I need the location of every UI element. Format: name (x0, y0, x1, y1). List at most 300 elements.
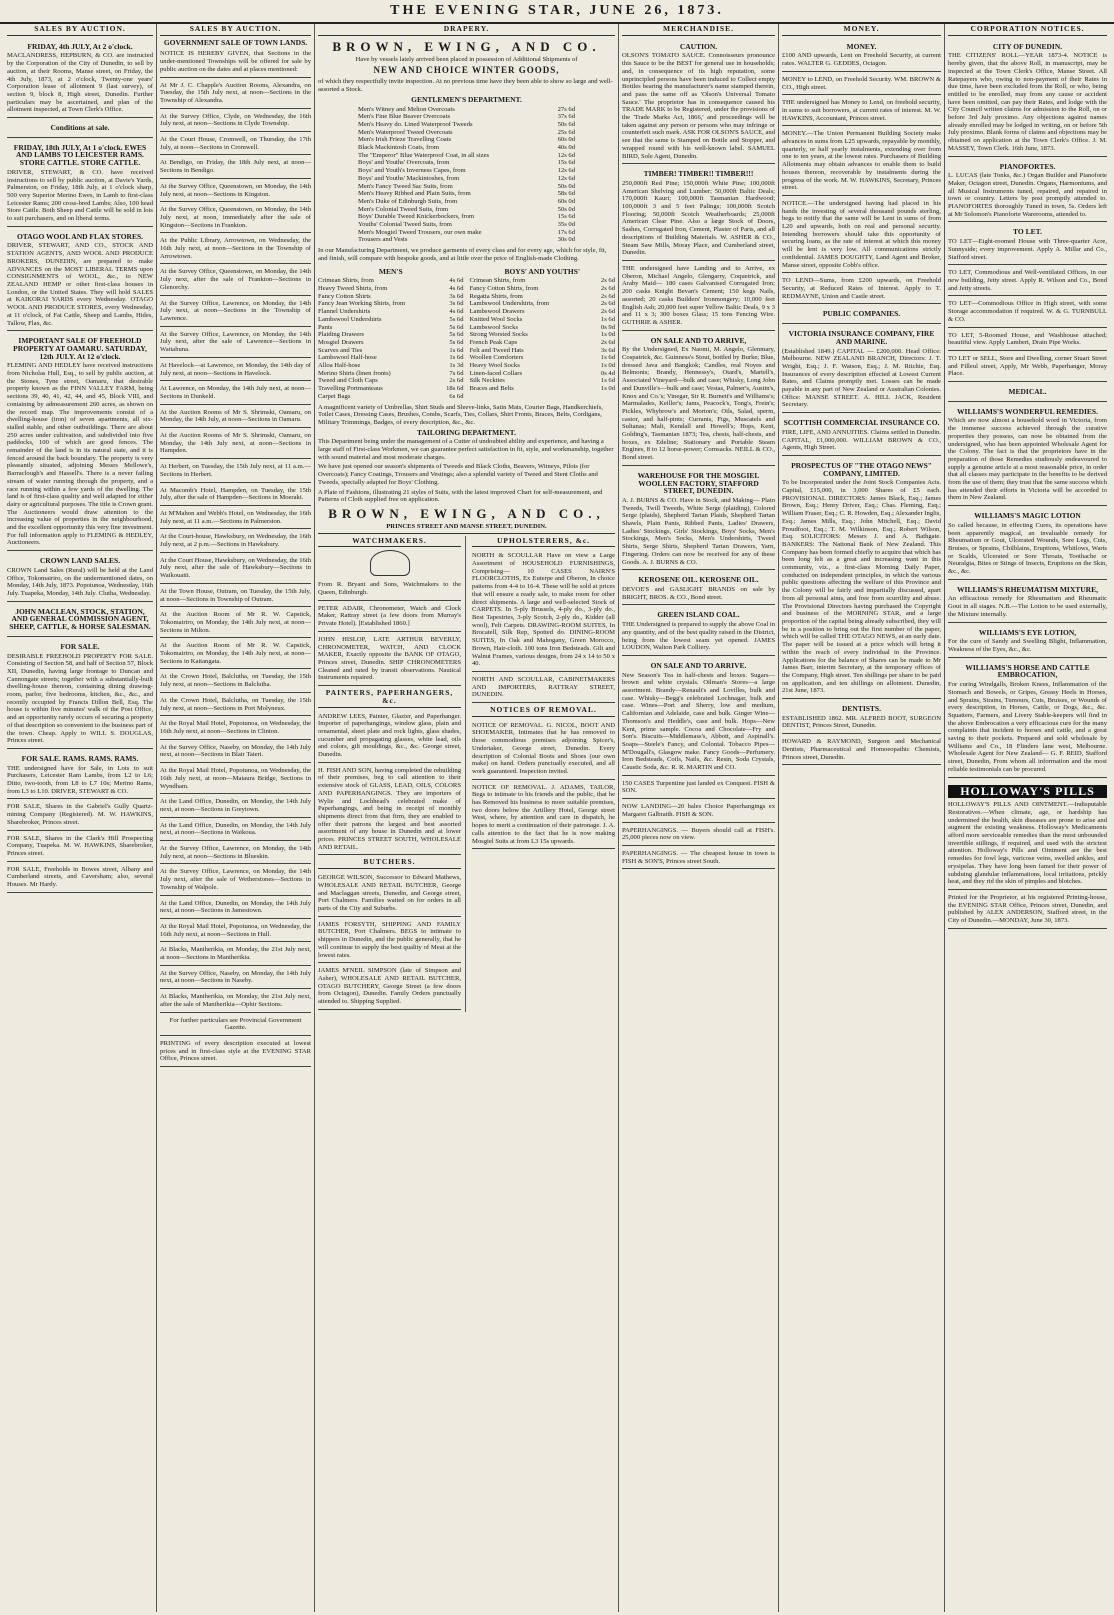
item-name: Silk Neckties (469, 377, 505, 385)
painters-list (318, 711, 461, 856)
ad-heading: CITY OF DUNEDIN. (992, 41, 1063, 51)
ad-body: DEVOE'S and GASLIGHT BRANDS on sale by BRIGHT, BROS. & CO., Bond street. (622, 586, 775, 601)
item-price: 1s 0d (600, 385, 615, 393)
ad-body: £100 AND upwards, Lent on Freehold Security, at current rates. WALTER G. GEDDES, Octagon. (782, 52, 941, 68)
price-row (358, 190, 575, 198)
list-item: At the Survey Office, Lawrence, on Monday, the 14th July next, at noon—Sections in Blueskin. (160, 843, 311, 864)
advertisement (7, 864, 153, 893)
list-item: At the Survey Office, Lawrence, on Monday, the 14th July next, at noon—Sections in the Township of Lawrence. (160, 298, 311, 327)
item-price: 4s 6d (449, 284, 464, 292)
ad-body: TO LET or SELL, Store and Dwelling, corner Stuart Street and Filleul street, Apply, Mr Webb, Paperhanger, Moray Place. (948, 354, 1107, 378)
list-item: At the Court House, Hawksbury, on Wednesday, the 16th July next, after the sale of Hawksbury—Sections in Waikouaiti. (160, 555, 311, 584)
ad-heading: CROWN LAND SALES. (39, 556, 121, 566)
item-price: 18s 6d (446, 385, 464, 393)
advertisement (622, 825, 775, 846)
advertisement (622, 658, 775, 776)
ad-body: PAPERHANGINGS. — Buyers should call at FISH's. 25,000 pieces now on view. (622, 826, 775, 842)
watchmakers-list (318, 579, 461, 686)
brown-ewing-title-2: BROWN, EWING, AND CO., (328, 505, 605, 521)
price-row (358, 113, 575, 121)
ad-body: TO LET, 5-Roomed House, and Washhouse attached; beautiful view. Apply Lambert, Drain Pipe Works. (948, 331, 1107, 347)
item-price: 60s 0d (557, 197, 575, 205)
item-name: Travelling Portmanteaus (318, 385, 383, 393)
list-item: JOHN HISLOP, LATE ARTHUR BEVERLY, CHRONOMETER, WATCH, AND CLOCK MAKER, Exactly opposite the BANK OF OTAGO, Princes street, Dunedin. SHIP CHRONOMETERS Cleaned and rated by transit observations. Nautical Instruments repaired. (318, 634, 461, 686)
list-item: At the Royal Mail Hotel, Popotunoa, on Wednesday, the 16th July next, at noon—Mataura Bridge, Sections in Wyndham. (160, 765, 311, 794)
ad-body: DRIVER, STEWART, AND CO., STOCK AND STATION AGENTS, AND WOOL AND PRODUCE BROKERS, DUNEDIN, are prepared to make ADVANCES on the MOST LIBERAL TERMS upon CONSIGNMENTS of WOOL, &c., to NEW ZEALAND HEMP or other first-class houses in London, or the United States. They will hold SALES at KAIKORAI YARDS every Wednesday. OTAGO WOOL AND PRODUCE STORES, every Wednesday, at 11 o'clock, of Fat Cattle, Sheep and Lambs, Hides, Tallow, Flax, &c. (7, 242, 153, 327)
advertisement (7, 140, 153, 227)
item-price: 1s 6d (449, 354, 464, 362)
ad-heading: WILLIAMS'S WONDERFUL REMEDIES. (957, 406, 1098, 416)
advertisement (622, 778, 775, 799)
advertisement (7, 751, 153, 800)
manufacturing-note: In our Manufacturing Department, we produce garments of every class and for every age, which for style, fit, and finish, will compare with bespoke goods, and at little over the price of English-made Clothing. (318, 247, 607, 262)
list-item: At the Survey Office, Queenstown, on Monday, the 14th July next, at noon, immediately after the sale of Kingston—Sections in Frankton. (160, 204, 311, 233)
list-item: From R. Bryant and Sons, Watchmakers to the Queen, Edinburgh. (318, 579, 461, 600)
list-item: At Macomb's Hotel, Hampden, on Tuesday, the 15th July, after the sale of Hampden—Sections in Moeraki. (160, 485, 311, 506)
painters-header: PAINTERS, PAPERHANGERS, &c. (318, 688, 461, 707)
price-row (470, 316, 616, 324)
column-corporation-notices (944, 24, 1110, 1612)
list-item: At Blacks, Maniherikia, on Monday, the 21st July next, after the sale of Maniherikia—Ophir Sections. (160, 991, 311, 1012)
ad-body: NOTICE.—The undersigned having had placed in his hands the investing of several thousand pounds sterling, begs to notify that the same will be Lent in sums of from L20 and upwards, both on real and personal security. Intending borrowers should take this opportunity of securing loans, as the rate of interest at which this money will be lent is very low. All communications strictly confidential. JAMES DOUGHTY, Land Agent and Broker, Manse street, opposite Cobb's office. (782, 199, 941, 269)
price-row (358, 213, 575, 221)
item-price: 35s 0d (557, 221, 575, 229)
price-row (470, 362, 616, 370)
price-row (358, 121, 575, 129)
list-item: At the Auction Rooms of Mr S. Shrimski, Oamaru, on Monday, the 14th July, at noon—Sections in Oamaru. (160, 407, 311, 428)
list-item: At the Royal Mail Hotel, Popotunoa, on Wednesday, the 16th July next, at noon—Sections in Hull. (160, 921, 311, 942)
item-price: 25s 6d (557, 128, 575, 136)
variety-note: A magnificent variety of Umbrellas, Shirt Studs and Sleeve-links, Satin Mats, Courier Bags, Handkerchiefs, Toilet Cases, Dressing Cases, Brushes, Combs, Scarfs, Ties, Collars, Shirt Fronts, Braces, Belts, Cordigans, Military Trimmings, Badges, of every description, &c., &c. (318, 403, 603, 426)
advertisement (948, 508, 1107, 580)
item-name: Woollen Comforters (469, 354, 524, 362)
mens-heading: MEN'S (378, 266, 403, 276)
advertisement (622, 607, 775, 656)
advertisement (7, 333, 153, 551)
ad-body: L. LUCAS (late Tonks, &c.) Organ Builder and Pianoforte Maker, Octagon street, Dunedin. Organs, Harmoniums, and all Musical Instruments tuned, repaired, and repaired in town or country. Letters by post promptly attended to. PIANOFORTES thoroughly Tuned in town, 5s. Orders left at Mr Solomon's Pianoforte Warerooms, attended to. (948, 172, 1107, 218)
ad-body: DESIRABLE FREEHOLD PROPERTY FOR SALE. Consisting of Section 58, and half of Section 57, Block XII, Dunedin, having large frontage to Duncan and Cannongate streets; together with a substantially-built dwelling-house thereon, containing dining drawing-room, parlor, five bedrooms, kitchen, &c., &c., and recently occupied by Francis Dillon Bell, Esq. The house is within five minutes' walk of the Post Office, and an opportunity rarely occurs of securing a property of that description so convenient to the business part of the town. Cheap. Apply to WILL S. DOUGLAS, Princes street. (7, 652, 153, 745)
list-item: At the Survey Office, Lawrence, on Monday, the 14th July next, after the sale of Wetherstones—Sections in Township of Walpole. (160, 866, 311, 895)
ad-heading: PIANOFORTES. (999, 161, 1056, 171)
ad-heading: VICTORIA INSURANCE COMPANY, FIRE AND MARINE. (788, 329, 935, 346)
advertisement (948, 780, 1107, 890)
item-name: Fancy Jean Working Shirts, from (318, 300, 406, 308)
price-row (318, 362, 464, 370)
column-header: MERCHANDISE. (622, 24, 775, 36)
price-row (318, 308, 464, 316)
ad-heading: WILLIAMS'S HORSE AND CATTLE EMBROCATION, (965, 662, 1090, 680)
item-name: Heavy Tweed Shirts, from (318, 284, 388, 292)
ad-body: TO LET, Commodious and Well-ventilated Offices, in our new building, Jetty street. Apply R. Wilson and Co., Bond and Jetty streets. (948, 269, 1107, 292)
item-name: Alloa Half-hose (318, 362, 361, 370)
item-name: Strong Worsted Socks (469, 331, 528, 339)
price-row (358, 229, 575, 237)
price-row (470, 377, 616, 385)
advertisement (948, 660, 1107, 778)
price-row (318, 324, 464, 332)
list-item: At the Survey Office, Naseby, on Monday, the 14th July next, at noon—Sections in Blair Taieri. (160, 742, 311, 763)
advertisement (7, 833, 153, 862)
ad-body: To be Incorporated under the Joint Stock Companies Acts. Capital, £15,000, in 3,000 Shares of £5 each. PROVISIONAL DIRECTORS: James Black, Esq.; James Brown, Esq.; Henry Driver, Esq.; Chas. Fleming, Esq.; William Fraser, Esq.; C. R. Howden, Esq.; Alexander Inglis, Esq.; James Mills, Esq.; John Mitchell, Esq.; David Proudfoot, Esq.; T. M. Wilkinson, Esq.; Robert Wilson, Esq. SOLICITORS: Messrs J. and A. Bathgate. BANKERS: The National Bank of New Zealand. This Company has been formed chiefly to acquire that which has been long felt as a great and increasing want in this community, viz., a first-class Morning Daily Paper, conducted on independent principles, in which the various public questions affecting the welfare of this Province and the Colony will be fairly and impartially discussed, apart from all personal aims, and free from scurrility and abuse. The Provisional Directors having purchased the Copyright and business of the MORNING STAR, and a large proportion of the capital being already subscribed, they will be in a position to bring out the first number of the paper, which will be called THE OTAGO NEWS, at an early date. The paper will be issued at a price which will bring it within the reach of every individual in the Province. Applications for the balance of Shares can be made to Mr James Barr, interim Secretary, at the temporary offices of the Company, High street. Ten shillings per share to be paid on application, and ten shillings on allotment. Dunedin, 21st June, 1873. (782, 479, 941, 695)
list-item: At the Auction Rooms of Mr S. Shrimski, Oamaru, on Monday, the 14th July next, at noon—Sections in Hampden. (160, 430, 311, 459)
advertisement (782, 415, 941, 456)
ad-body: THE undersigned has Money to Lend, on freehold security, in sums to suit borrowers, at current rates of interest. M. W. HAWKINS, Accountant, Princes street. (782, 99, 941, 122)
price-row (470, 331, 616, 339)
item-price: 3s 6d (449, 292, 464, 300)
list-item: NORTH AND SCOULLAR, CABINETMAKERS AND IMPORTERS, RATTRAY STREET, DUNEDIN. (472, 674, 615, 703)
item-name: Men's Heavy Ribbed and Plain Suits, from (358, 190, 471, 198)
advertisement (622, 263, 775, 331)
advertisement (622, 801, 775, 822)
price-row (358, 159, 575, 167)
item-name: Lambswool Undershirts, from (469, 300, 550, 308)
royal-crest-icon (370, 550, 410, 576)
advertisement (7, 39, 153, 118)
item-price: 3s 6d (600, 346, 615, 354)
advertisement (948, 267, 1107, 296)
item-name: Flannel Undershirts (318, 308, 371, 316)
item-name: Boys' and Youth's Inverness Capes, from (358, 167, 466, 175)
mens-boys-price-lists (318, 266, 615, 401)
item-name: Plaiding Drawers (318, 331, 364, 339)
winter-goods-heading: NEW AND CHOICE WINTER GOODS, (373, 65, 560, 76)
ad-body: FIRE, LIFE, AND ANNUITIES. Claims settled in Dunedin. CAPITAL, £1,000,000. WILLIAM BROWN & CO., Agents, High Street. (782, 428, 941, 452)
printing-notice: PRINTING of every description executed at lowest prices and in first-class style at the EVENING STAR Office, Princes street. (160, 1038, 311, 1067)
ad-heading: FOR SALE. (60, 641, 100, 651)
price-row (358, 136, 575, 144)
price-row (358, 236, 575, 244)
item-price: 37s 6d (557, 113, 575, 121)
item-name: Men's Irish Frieze Travelling Coats (358, 136, 452, 144)
price-row (318, 339, 464, 347)
item-price: 5s 6d (449, 323, 464, 331)
columns (4, 24, 1110, 1612)
ad-list (7, 39, 153, 893)
advertisement (948, 404, 1107, 506)
ad-heading: PROSPECTUS OF "THE OTAGO NEWS" COMPANY, LIMITED. (791, 460, 932, 478)
item-name: Men's Fine Blue Beaver Overcoats (358, 113, 451, 121)
butchers-list (318, 872, 461, 1010)
ad-body: MONEY.—The Union Permanent Building Society make advances in sums from L25 upwards, repayable by monthly, quarterly, or half yearly instalments, extending over from one to ten years, at the lowest rates. Purchasers of Building Allotments may obtain advances to enable them to build houses thereon, recoverable by instalments during the progress of the work. M. W. HAWKINS, Secretary, Princes street. (782, 130, 941, 192)
price-row (470, 370, 616, 378)
list-item: At the Land Office, Dunedin, on Monday, the 14th July next, at noon—Sections in Greytown. (160, 796, 311, 817)
ad-body: OLSON'S TOMATO SAUCE. Connoisseurs pronounce this Sauce to be the BEST for general use in households; and, in consequence of its high reputation, some unprincipled persons have been induced to Collect empty Bottles bearing the manufacturer's name stamped therein, and pass the same off as 'Olson's Universal Tomato Sauce.' The proprietor has in consequence caused his TRADE MARK to be Registered, under the provisions of the 'Trade Marks Act, 1866,' and proceedings will be taken against any person or persons who may infringe or counterfeit such mark. ASK FOR OLSON'S SAUCE, and see that the same is Stamped on Bottle and Stopper, and wrapped round with his well-known label. SAMUEL BIRD, Sole Agent, Dunedin. (622, 52, 775, 160)
upholsterers-list (472, 550, 615, 703)
mens-price-list (318, 277, 464, 400)
advertisement (622, 572, 775, 605)
item-name: Braces and Belts (469, 385, 514, 393)
gentlemen-department-heading: GENTLEMEN'S DEPARTMENT. (411, 94, 522, 104)
price-row (358, 106, 575, 114)
list-item: At the Survey Office, Queenstown, on Monday, the 14th July next, at noon—Sections in Kingston. (160, 181, 311, 202)
ad-body: THE Undersigned is prepared to supply the above Coal in any quantity, and of the best quality raised in the District, being from the lowest seam yet opened. JAMES LOUDON, Walton Park Colliery. (622, 621, 775, 652)
ad-body: An efficacious remedy for Rheumatism and Rheumatic Gout in all stages. N.B.—The Lotion to be used externally, the Mixture internally. (948, 595, 1107, 618)
ad-heading: FOR SALE. RAMS. RAMS. RAMS. (21, 753, 139, 763)
money-list (782, 39, 941, 766)
ad-heading: HOLLOWAY'S PILLS (948, 785, 1107, 799)
ad-heading: WAREHOUSE FOR THE MOSGIEL WOOLLEN FACTORY, STAFFORD STREET, DUNEDIN. (637, 470, 760, 496)
government-sale-intro: NOTICE IS HEREBY GIVEN, that Sections in the under-mentioned Townships will be offered for sale by public auction on the dates and at places mentioned: (160, 48, 311, 77)
list-item: At Lawrence, on Monday, the 14th July next, at noon—Sections in Dunkeld. (160, 383, 311, 404)
list-item: At M'Mahon and Webb's Hotel, on Wednesday, the 16th July next, at 11 a.m.—Sections in Palmerston. (160, 508, 311, 529)
item-price: 27s 6d (557, 105, 575, 113)
price-row (470, 277, 616, 285)
item-price: 15s 6d (557, 213, 575, 221)
column-merchandise (618, 24, 778, 1612)
price-row (318, 277, 464, 285)
item-price: 40s 0d (557, 144, 575, 152)
item-name: Fancy Cotton Shirts, from (469, 284, 539, 292)
ad-body: MACLANDRESS, HEPBURN, & CO. are instructed by the Corporation of the City of Dunedin, to sell by auction, at their Rooms, Manse street, on Friday, the 4th July, 1873, at 2 o'clock, Twenty-one years' Corporation lease of allotment 9 (last survey), of section 9, block 8, High street, Dunedin. Further particulars may be ascertained, and plan of the allotment inspected, at Town Clerk's Office. (7, 52, 153, 114)
column-sales-by-auction-2 (156, 24, 314, 1612)
item-price: 12s 6d (557, 174, 575, 182)
list-item: At the Survey Office, Queenstown, on Monday, the 14th July next, after the sale of Frankton—Sections in Glenorchy. (160, 266, 311, 295)
item-price: 58s 6d (557, 190, 575, 198)
advertisement (948, 384, 1107, 402)
advertisement (948, 582, 1107, 623)
item-price: 2s 6d (600, 338, 615, 346)
boys-price-list (470, 277, 616, 393)
item-price: 5s 6d (449, 331, 464, 339)
price-row (318, 385, 464, 393)
price-row (470, 347, 616, 355)
ad-body: HOWARD & RAYMOND, Surgeon and Mechanical Dentists, Pharmaceutical and Homoeopathic Chemists, Princes street, Dunedin. (782, 738, 941, 761)
ad-body: New Season's Tea in half-chests and boxes. Sugars—brown and white crystals. Oilman's Stores—a large assortment. Brandy—Renault's and Lovilles, bulk and case. Whisky—Begg's celebrated Lochnagar, bulk and case. Wines—Port and Sherry, low and medium, Californian and Adelaide, case and bulk. Ginger Wine—Thomson's and Heddle's, case and bulk. Hops—New Kent, prime sample. Cocoa and Chocolate—Fry and Son's. Biscuits—Middlemass's, Abbott, and Aspinall's. Soaps—Steele's Fancy, and Colonial. Tobacco Pipes—M'Dougall's, Glasgow make. Fancy Goods—Perfumery. Iron Bedsteads, Coils, Nails, &c. Resin, Soda Crystals, Caustic Soda, &c. R. R. MARTIN and CO. (622, 671, 775, 772)
tailoring-heading: TAILORING DEPARTMENT. (417, 427, 516, 437)
price-row (358, 175, 575, 183)
list-item: NOTICE OF REMOVAL. G. NICOL, BOOT AND SHOEMAKER, Intimates that he has removed to those commodious premises adjoining Spicer's, Undertaker, George street, Dunedin. Every description of Colonial Boots and Shoes (our own make) on hand. Orders punctually executed, and all work guaranteed. Inspection invited. (472, 720, 615, 780)
price-row (318, 331, 464, 339)
item-name: Men's Mosgiel Tweed Trousers, our own make (358, 228, 482, 236)
ad-heading: GREEN ISLAND COAL. (657, 610, 740, 620)
ad-heading: JOHN MACLEAN, STOCK, STATION, AND GENERAL COMMISSION AGENT, SHEEP, CATTLE, & HORSE SALESMAN. (9, 606, 151, 632)
price-row (470, 293, 616, 301)
item-price: 1s 3d (449, 362, 464, 370)
government-sale-footer: For further particulars see Provincial Government Gazette. (160, 1015, 311, 1036)
advertisement (782, 306, 941, 324)
brown-ewing-intro: Have by vessels lately arrived been placed in possession of Additional Shipments of (355, 55, 578, 63)
ad-heading: CAUTION. (679, 41, 718, 51)
item-name: Youths' Colonial Tweed Suits, from (358, 221, 452, 229)
list-item: NORTH & SCOULLAR Have on view a Large Assortment of HOUSEHOLD FURNISHINGS, Comprising— 10 CASES NAIRN'S FLOORCLOTHS, Ex Euterpe and Oberon, In choice patterns from 4-4 to 16-4. These will be sold at prices that will ensure a ready sale, to make room for other direct shipments. A large and well-selected Stock of CARPETS. In 5-ply Brussels, 4-ply do., 3-ply do., Best Tapestries, 3-ply Scotch, 2-ply do., Kidder (all wool), Felt Carpets. DRAWING-ROOM SUITES, In Brocatell, Silk Rep, Spotted do. DINING-ROOM SUITES, In Oak and Mahogany, Green Morocco, Brown, Hair-cloth. 100 tons Iron Bedsteads. Gilt and Walnut Frames, various designs, from 24 x 14 to 50 x 40. (472, 550, 615, 672)
ad-body: NOW LANDING—20 bales Choice Paperhangings ex Margaret Galbraith. FISH & SON. (622, 803, 775, 818)
advertisement (782, 74, 941, 95)
item-name: Regatta Shirts, from (469, 292, 523, 300)
price-row (318, 377, 464, 385)
item-price: 12s 6d (557, 151, 575, 159)
ad-body: Which are now almost a household word in Victoria, from the immense success achieved through the curative properties they possess, can now be obtained from the undersigned, who has been appointed Wholesale Agent for the Colony. The fact is that the proprietors have in the preparation of those Remedies studiously endeavoured to supply a genuine article at a most reasonable price, in order that all classes may participate in the benefits to be derived from the use of them; they trust that the same success which has attended their efforts in Victoria will be accorded to them in New Zealand. (948, 417, 1107, 502)
ad-heading: DENTISTS. (842, 704, 881, 714)
price-row (470, 385, 616, 393)
item-name: Boys' Durable Tweed Knickerbockers, from (358, 213, 475, 221)
ad-body: FOR SALE, Freeholds in Bowes street, Albany and Cumberland streets, and Caversham; also, several Houses. Mr Hardy. (7, 865, 153, 889)
item-name: Men's Waterproof Tweed Overcoats (358, 128, 453, 136)
column-money (778, 24, 944, 1612)
item-name: French Peak Caps (469, 338, 518, 346)
price-row (358, 206, 575, 214)
advertisement (948, 159, 1107, 223)
advertisement (622, 39, 775, 165)
ad-body: For curing Windgalls, Broken Knees, Inflammation of the Stomach and Bowels, or Gripes, Greasy Heels in Horses, and Sprains, Strains, Tumours, Cuts, Bruises, or Wounds of every description, in Horses, Cattle, or Dogs, &c., &c. Squatters, Farmers, and Livery Stable-keepers will find in the above Embrocation a very efficacious cure for the many complaints that incident to horses and cattle, and a great saving to their pockets. Prepared and sold wholesale by Williams and Co., 18 Flinders lane west, Melbourne. Wholesale Agent for New Zealand— G. F. REID, Stafford street, Dunedin, From whom all information and the most reliable testimonials can be procured. (948, 681, 1107, 773)
item-price: 15s 6d (557, 159, 575, 167)
ad-body: THE undersigned have for Sale, in Lots to suit Purchasers, Leicester Ram Lambs, from L2 to L6; Ditto, two-tooth, from L8 to L7 10s; Merino Rams, from L3 to L10. DRIVER, STEWART & CO. (7, 764, 153, 795)
government-sale-title: GOVERNMENT SALE OF TOWN LANDS. (163, 37, 308, 47)
ad-body: THE undersigned have Landing and to Arrive, ex Oberon, Michael Angelo, Glengarry, Coquetrick, and Araby Maid— 180 cases Galvanised Corrugated Iron; 200 casks Knight Bevan's Cement; 150 kegs Nails, assorted; 20 casks Builders' Ironmongery; 10,000 feet English Ash; 20,000 feet super Yellow Baltic Deals, 9 x 3 and 11 x 3; 300 boxes Glass; 15 tons Fencing Wire. GUTHRIE & ASHER. (622, 264, 775, 326)
advertisement (622, 468, 775, 570)
item-name: Scarves and Ties (318, 346, 363, 354)
item-name: Merino Shirts (linen fronts) (318, 369, 391, 377)
ad-body: ESTABLISHED 1862. MR. ALFRED BOOT, SURGEON DENTIST, Princes Street, Dunedin. (782, 714, 941, 730)
list-item: At the Crown Hotel, Balclutha, on Tuesday, the 15th July next, at noon—Sections in Balclutha. (160, 671, 311, 692)
price-row (318, 354, 464, 362)
list-item: At the Survey Office, Lawrence, on Monday, the 14th July next, after the sale of Lawrence—Sections in Waitahuna. (160, 329, 311, 358)
advertisement (7, 120, 153, 138)
item-price: 0s 4d (600, 369, 615, 377)
ad-body: FOR SALE, Shares in the Clark's Hill Prospecting Company, Tuapeka. M. W. HAWKINS, Sharebroker, Princes street. (7, 834, 153, 857)
ad-heading: MEDICAL. (1008, 387, 1047, 397)
item-price: 4s 6d (449, 277, 464, 285)
item-name: Men's Fancy Tweed Sac Suits, from (358, 182, 453, 190)
price-row (470, 339, 616, 347)
item-price: 1s 6d (600, 377, 615, 385)
advertisement (7, 553, 153, 602)
butchers-header: BUTCHERS. (318, 857, 461, 869)
ad-body: (Established 1849.) CAPITAL — £200,000. Head Office: Melbourne. NEW ZEALAND BRANCH, Directors: J. T. Wright, Esq.; J. F. Watson, Esq.; J. M. Ritchie, Esq. Insurances of every description effected at Lowest Current Rates, and Claims promptly met. Losses can be made payable in any part of New Zealand or Australian Colonies. Office: MANSE STREET. A. HILL JACK, Resident Secretary. (782, 347, 941, 409)
gentlemen-price-list (318, 106, 615, 245)
price-row (318, 300, 464, 308)
list-item: At Havelock—at Lawrence, on Monday, the 14th day of July next, at noon—Sections in Havelock. (160, 360, 311, 381)
ad-heading: WILLIAMS'S EYE LOTION, (978, 627, 1077, 637)
item-name: Mosgiel Drawers (318, 338, 364, 346)
item-price: 1s 6d (600, 315, 615, 323)
boys-heading: BOYS' AND YOUTHS' (504, 266, 581, 276)
price-row (358, 144, 575, 152)
price-row (470, 324, 616, 332)
ad-heading: PUBLIC COMPANIES. (822, 309, 901, 319)
price-row (318, 285, 464, 293)
advertisement (622, 848, 775, 869)
item-price: 12s 6d (557, 167, 575, 175)
item-price: 1s 0d (600, 362, 615, 370)
advertisement (782, 275, 941, 304)
item-name: Trousers and Vests (358, 236, 408, 244)
item-price: 17s 6d (557, 228, 575, 236)
ad-body: So called because, in effecting Cures, its operations have been apparently magical, an invaluable remedy for Rheumatism or Gout, Ulcerated Wounds, Sore Legs, Cuts, Bruises, or Sprains, Chilblains, Eruptions, Whitlows, Warts or Scalds, Ulcerated or Sore Throats, Toothache or Neuralgia, Bites or Stings of Insects, Eruptions on the Skin, &c., &c. (948, 521, 1107, 576)
list-item: GEORGE WILSON, Successor to Edward Mathews, WHOLESALE AND RETAIL BUTCHER, George and Maclaggan streets, Dunedin, and George street, Port Chalmers. Families waited on for orders in all parts of the City and Suburbs. (318, 872, 461, 917)
item-price: 2s 6d (600, 308, 615, 316)
ad-heading: SCOTTISH COMMERCIAL INSURANCE CO. (783, 418, 940, 428)
advertisement (948, 39, 1107, 157)
column-header: SALES BY AUCTION. (160, 24, 311, 36)
list-item: ANDREW LEES, Painter, Glazier, and Paperhanger. Importer of paperhangings, window glass, plain and ornamental, sheet plate and rock lights, glass shades, cucumber and propagating glasses, white lead, oils and colors, gilt mouldings, &c., &c. George street, Dunedin. (318, 711, 461, 763)
ad-heading: TO LET. (1013, 227, 1042, 237)
list-item: At the Public Library, Arrowtown, on Wednesday, the 16th July next, at noon—Sections in the Township of Arrowtown. (160, 235, 311, 264)
ad-heading: FRIDAY, 4th JULY, At 2 o'clock. (27, 41, 133, 51)
ad-heading: ON SALE AND TO ARRIVE, (650, 335, 747, 345)
item-name: Heavy Wool Socks (469, 362, 520, 370)
price-row (470, 300, 616, 308)
item-price: 1s 6d (600, 354, 615, 362)
item-name: Tweed and Cloth Caps (318, 377, 378, 385)
tailoring-text: This Department being under the management of a Cutter of undoubted ability and experience, and having a large staff of First-class Workmen, we can guarantee perfect satisfaction in fit, style, and workmanship, together with sound material and most moderate charges. (318, 438, 614, 461)
item-price: 4s 6d (449, 308, 464, 316)
item-price: 6s 6d (449, 392, 464, 400)
brown-ewing-address: PRINCES STREET AND MANSE STREET, DUNEDIN. (318, 523, 615, 534)
list-item: At the Crown Hotel, Balclutha, on Tuesday, the 15th July next, at noon—Sections in Port Molyneux. (160, 695, 311, 716)
item-name: Men's Colonial Tweed Suits, from (358, 205, 449, 213)
item-name: Lambswool Half-hose (318, 354, 377, 362)
notices-list (948, 39, 1107, 929)
price-row (318, 293, 464, 301)
advertisement (782, 458, 941, 699)
advertisement (948, 625, 1107, 658)
price-row (358, 129, 575, 137)
price-row (358, 198, 575, 206)
advertisement (7, 604, 153, 637)
item-price: 0s 9d (600, 323, 615, 331)
list-item: H. FISH AND SON, having completed the rebuilding of their premises, beg to call attention to their extensive stock of GLASS, LEAD, OILS, COLORS AND PAPERHANGINGS. They are importers of Wylie and Lochhead's celebrated make of Paperhangings, and being in receipt of monthly shipments direct from that firm, they are enabled to offer their patrons the largest and best assorted assortment of any house in Dunedin and at lower prices. PRINCES STREET SOUTH, WHOLESALE AND RETAIL. (318, 765, 461, 856)
item-price: 2s 6d (600, 292, 615, 300)
item-price: 2s 6d (600, 284, 615, 292)
watchmakers-header: WATCHMAKERS. (318, 536, 461, 548)
advertisement (948, 224, 1107, 265)
advertisement (782, 39, 941, 72)
ad-body: 150 CASES Turpentine just landed ex Conquest. FISH & SON. (622, 779, 775, 795)
column-sales-by-auction-1 (4, 24, 156, 1612)
list-item: At the Court House, Cromwell, on Thursday, the 17th July, at noon—Sections in Cromwell. (160, 134, 311, 155)
list-item: At the Land Office, Dunedin, on Monday, the 14th July next, at noon—Sections in Jamestown. (160, 898, 311, 919)
brown-ewing-title: BROWN, EWING, AND CO. (332, 38, 601, 54)
ad-body: TO LEND—Sums, from £200 upwards, on Freehold Security, at Reduced Rates of Interest. Apply to T. REDMAYNE, Union and Castle street. (782, 277, 941, 300)
ad-body: HOLLOWAY'S PILLS AND OINTMENT.—Indisputable Restoratives.—When climate, age, or hardship has undermined the health, skin diseases are prone to arise and augment the existing weakness. Holloway's Medicaments afford more serviceable remedies than the most unbounded invertible stillings, if required, and used with the strictest attention. Holloway's Pills and Ointment are the best remedies for fowl legs, varicose veins, swelled ankles, and erysipelas. They have long been famed for their power of subduing glandular inflammations, local irritations, prickly heat, and they rid the skin of pimples and blotches. (948, 801, 1107, 886)
masthead: THE EVENING STAR, JUNE 26, 1873. (0, 0, 1114, 24)
ad-heading: OTAGO WOOL AND FLAX STORES. (16, 231, 144, 241)
fashion-plate-text: A Plate of Fashions, illustrating 21 styles of Suits, with the latest improved Chart for self-measurement, and Patterns of Cloth supplied free on application. (318, 488, 603, 504)
price-row (318, 347, 464, 355)
ad-body: A. J. BURNS & CO. Have in Stock, and Making— Plain Tweeds, Twill Tweeds, White Serge (plaiding), Colored Serge (plaids), Shepherd Tartan Plaids, Shepherd Tartan Shawls, Plain Pants, Ribbed Pants, Ladies' Drawers, Ladies' Stockings, Girls' Stockings, Boys' Socks, Men's Stockings, Men's Socks, Men's Undershirts, Tweed Shirts, Serge Shirts, Shepherd Tartan Drawers, Yarn, Fingering. Orders can now be received for any of these Goods. A. J. BURNS & CO. (622, 496, 775, 566)
ad-body: By the Undersigned, Ex Naomi, M. Angelo, Glenmary, Cospatrick, &c. Guinness's Stout, bottled by Burke; Blue, dressed Java and Bangkok; Candles, real Noyes and Belmonts; Brandy, Hennessy's, Otard's, Martell's, Associated Vineyard—bulk and case; Whisky, Long John and Dunville's—bulk and case; Vestas, Palmer's, Austin's, Knox and Co.'s; Vinegar, Sir R. Burnett's and Williams's; Marmalades, Keiller's; Jams, Peacock's, Tong's, Frein's; Pickles, Whybrow's and Morton's; Oils, Salad, sperm, castor, and half-pints; Currants, Figs, Muscatels and Sultanas; Malt, Kendall and Howell's; Hops, Kent, Golding's, Tasmanian 1873; Tea, chests, half-chests, and boxes, ex Edeline; Stationary and Portable Steam Engines, 8 to 12 horse-power; Cornsacks. NEILL & CO., Bond street. (622, 346, 775, 462)
item-name: Boys' and Youths' Mackintoshes, from (358, 174, 460, 182)
list-item: At Bendigo, on Friday, the 18th July next, at noon—Sections in Bendigo. (160, 157, 311, 178)
item-price: 50s 6d (557, 120, 575, 128)
merchandise-list (622, 39, 775, 870)
ad-heading: ON SALE AND TO ARRIVE. (650, 660, 747, 670)
ad-body: 250,000ft Red Pine; 150,000ft White Pine; 100,000ft American Shelving and Lumber; 50,000ft Baltic Deals; 170,000ft Kauri; 100,000ft Tasmanian Hardwood; 100,000ft 3 and 5 feet Palings; 100,000ft Scotch Flooring; 50,000ft Scotch Weatherboards; 25,000ft American Clear Pine. Also a large Stock of Doors, Sashes, Corrugated Iron, Cement, Plaster of Paris, and all descriptions of Building Materials. W. ASHER & CO., Steam Saw Mills, Moray Place, and Cumberland street, Dunedin. (622, 179, 775, 257)
item-price: 5s 6d (449, 315, 464, 323)
item-name: Crimean Shirts, from (469, 277, 526, 285)
item-name: Black Mackintosh Coats, from (358, 144, 439, 152)
item-price: 60s 0d (557, 136, 575, 144)
item-price: 2s 6d (600, 300, 615, 308)
column-header: DRAPERY. (318, 24, 615, 36)
item-price: 5s 6d (449, 338, 464, 346)
ad-heading: Conditions at sale. (50, 123, 110, 133)
item-name: The "Emperor" Blue Waterproof Coat, in all sizes (358, 151, 490, 159)
column-header: CORPORATION NOTICES. (948, 24, 1107, 36)
ad-heading: WILLIAMS'S MAGIC LOTION (974, 511, 1081, 521)
list-item: JAMES M'NEIL SIMPSON (late of Simpson and Asher), WHOLESALE AND RETAIL BUTCHER, OTAGO BUTCHERY, George Street (a few doors from Octagon), Dunedin. Family Orders punctually attended to. Shipping Supplied. (318, 965, 461, 1010)
list-item: At the Survey Office, Clyde, on Wednesday, the 16th July next, at noon—Sections in Clyde Township. (160, 111, 311, 132)
ad-heading: MONEY. (846, 41, 877, 51)
item-name: Pants (318, 323, 333, 331)
advertisement (948, 330, 1107, 351)
item-name: Boys' and Youths' Overcoats, from (358, 159, 450, 167)
advertisement (622, 333, 775, 466)
list-item: At Mr J. C. Chapple's Auction Rooms, Alexandra, on Tuesday, the 15th July next, at noon—Sections in the Township of Alexandra. (160, 80, 311, 109)
ad-heading: KEROSENE OIL. KEROSENE OIL. (638, 575, 759, 585)
item-price: 2s 6d (600, 277, 615, 285)
list-item: At the Land Office, Dunedin, on Monday, the 14th July next, at noon—Sections in Waikoua. (160, 820, 311, 841)
